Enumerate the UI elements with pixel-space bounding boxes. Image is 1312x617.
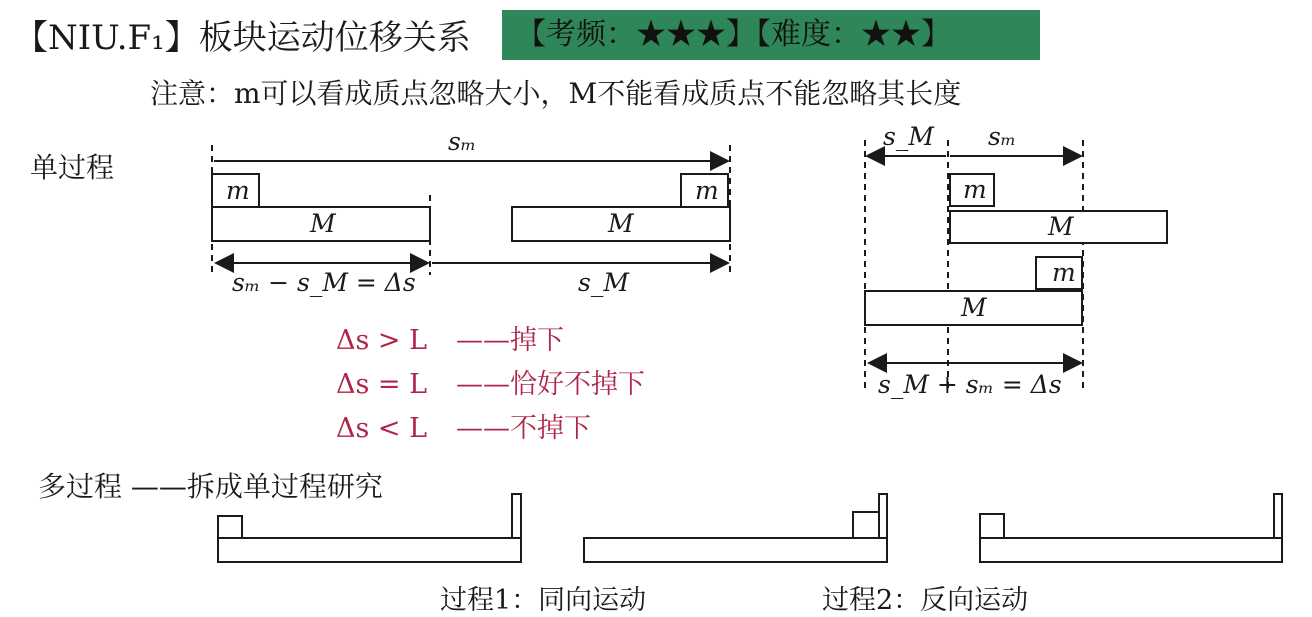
condition-2: Δs = L ——恰好不掉下 [336,369,645,400]
single-process-heading: 单过程 [30,151,115,184]
process-2-label: 过程2：反向运动 [822,585,1029,616]
note-text: 注意：m可以看成质点忽略大小，M不能看成质点不能忽略其长度 [150,77,962,110]
page-title: 【NIU.F₁】板块运动位移关系 [14,18,471,58]
M-label: M [961,293,987,322]
M-label: M [1048,212,1074,241]
condition-1: Δs > L ——掉下 [336,325,564,356]
condition-3: Δs < L ——不掉下 [336,413,591,444]
m-label: m [1052,258,1076,287]
process-1-label: 过程1：同向运动 [440,585,647,616]
m-label: m [963,175,987,204]
m-label: m [695,176,719,205]
s-m-label-opp: sₘ [988,122,1017,151]
displacement-difference-label: sₘ − s_M = Δs [232,268,416,297]
M-label: M [608,209,634,238]
s-M-label: s_M [578,268,629,297]
multi-process-heading: 多过程 ——拆成单过程研究 [38,470,383,503]
s-m-label-top: sₘ [448,127,477,156]
displacement-sum-label: s_M + sₘ = Δs [878,370,1062,399]
frequency-difficulty-badge: 【考频：★★★】【难度：★★】 [502,10,1040,60]
s-M-label-opp: s_M [883,122,934,151]
M-label: M [310,209,336,238]
m-label: m [226,176,250,205]
